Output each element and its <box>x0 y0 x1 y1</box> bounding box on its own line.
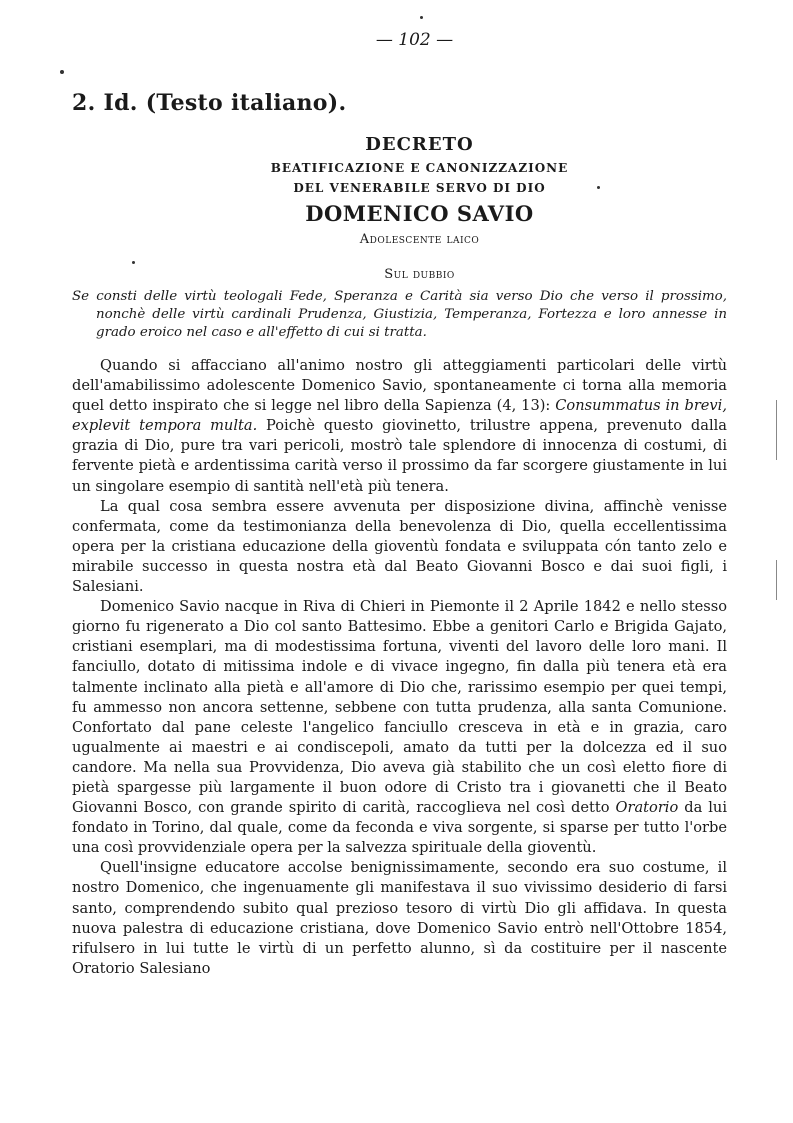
decree-subheading-1: BEATIFICAZIONE E CANONIZZAZIONE <box>270 161 569 175</box>
paragraph-4: Quell'insigne educatore accolse benignissimamente, secondo era suo costume, il nostro Domenico, che ingenuamente gli manifestava il suo vivissimo desiderio di farsi santo, comprendendo subito qual prezioso tesoro di virtù Dio gli affidava. In questa nuova palestra di educazione cristiana, dove Domenico Savio entrò nell'Ottobre 1854, rifulsero in lui tutte le virtù di un perfetto alunno, sì da costituire per il nascente Oratorio Salesiano <box>72 859 727 977</box>
subject-name: DOMENICO SAVIO <box>305 201 534 226</box>
paragraph-1-text-c: Poichè questo giovinetto, trilustre appena, prevenuto dalla grazia di Dio, pure tra vari pericoli, mostrò tale splendore di innocenza di costumi, di fervente pietà e ardentissima carità verso il prossimo da far scorgere giustamente in lui un singolare esempio di santità nell'età più tenera. <box>72 417 727 495</box>
paragraph-1 <box>72 356 727 497</box>
scan-speck <box>420 16 423 19</box>
scan-speck <box>60 70 64 74</box>
paragraph-3-text-a: Domenico Savio nacque in Riva di Chieri in Piemonte il 2 Aprile 1842 e nello stesso giorno fu rigenerato a Dio col santo Battesimo. Ebbe a genitori Carlo e Brigida Gajato, cristiani esemplari, ma di modestissima fortuna, viventi del lavoro delle loro mani. Il fanciullo, dotato di mitissima indole e di vivace ingegno, fin dalla più tenera età era talmente inclinato alla pietà e all'amore di Dio che, rarissimo esempio per quei tempi, fu ammesso non ancora settenne, sebbene con tutta prudenza, alla santa Comunione. Confortato dal pane celeste l'angelico fanciullo cresceva in età e in grazia, caro ugualmente ai maestri e ai condiscepoli, amato da tutti per la dolcezza ed il suo candore. Ma nella sua Provvidenza, Dio aveva già stabilito che un così eletto fiore di pietà spargesse più largamente il buon odore di Cristo tra i giovanetti che il Beato Giovanni Bosco, con grande spirito di carità, raccoglieva nel così detto <box>72 598 727 817</box>
document-page <box>72 30 727 979</box>
dubbio-label: Sul dubbio <box>384 267 455 282</box>
paragraph-1-text-a: Quando si affacciano all'animo nostro gli atteggiamenti particolari delle virtù dell'amabilissimo adolescente Domenico Savio, spontaneamente ci torna alla memoria quel detto inspirato che si legge nel libro della Sapienza (4, 13): <box>72 357 727 415</box>
section-title: 2. Id. (Testo italiano). <box>72 90 347 116</box>
paragraph-3-oratorio: Oratorio <box>615 799 679 817</box>
body-text <box>72 356 727 979</box>
page-number: — 102 — <box>375 30 454 50</box>
decree-subheading-2: DEL VENERABILE SERVO DI DIO <box>293 181 546 195</box>
scan-edge-line <box>776 400 777 460</box>
paragraph-3 <box>72 597 727 858</box>
scan-speck <box>597 186 600 189</box>
paragraph-3-text-c: da lui fondato in Torino, dal quale, come da feconda e viva sorgente, si sparse per tutto l'orbe una così provvidenziale opera per la salvezza spirituale della gioventù. <box>72 799 727 857</box>
paragraph-2: La qual cosa sembra essere avvenuta per disposizione divina, affinchè venisse confermata, come da testimonianza della benevolenza di Dio, quella eccellentissima opera per la cristiana educazione della gioventù fondata e sviluppata cón tanto zelo e mirabile successo in questa nostra età dal Beato Giovanni Bosco e dai suoi figli, i Salesiani. <box>72 497 727 596</box>
subject-subtitle: Adolescente laico <box>359 232 480 247</box>
scan-speck <box>132 261 135 264</box>
decree-heading: DECRETO <box>365 134 474 155</box>
dubbio-question: Se consti delle virtù teologali Fede, Speranza e Carità sia verso Dio che verso il prossimo, nonchè delle virtù cardinali Prudenza, Giustizia, Temperanza, Fortezza e loro annesse in grado eroico nel caso e all'effetto di cui si tratta. <box>72 289 727 340</box>
scan-edge-line <box>776 560 777 600</box>
paragraph-1-quote: Consummatus in brevi, explevit tempora multa. <box>72 397 727 435</box>
